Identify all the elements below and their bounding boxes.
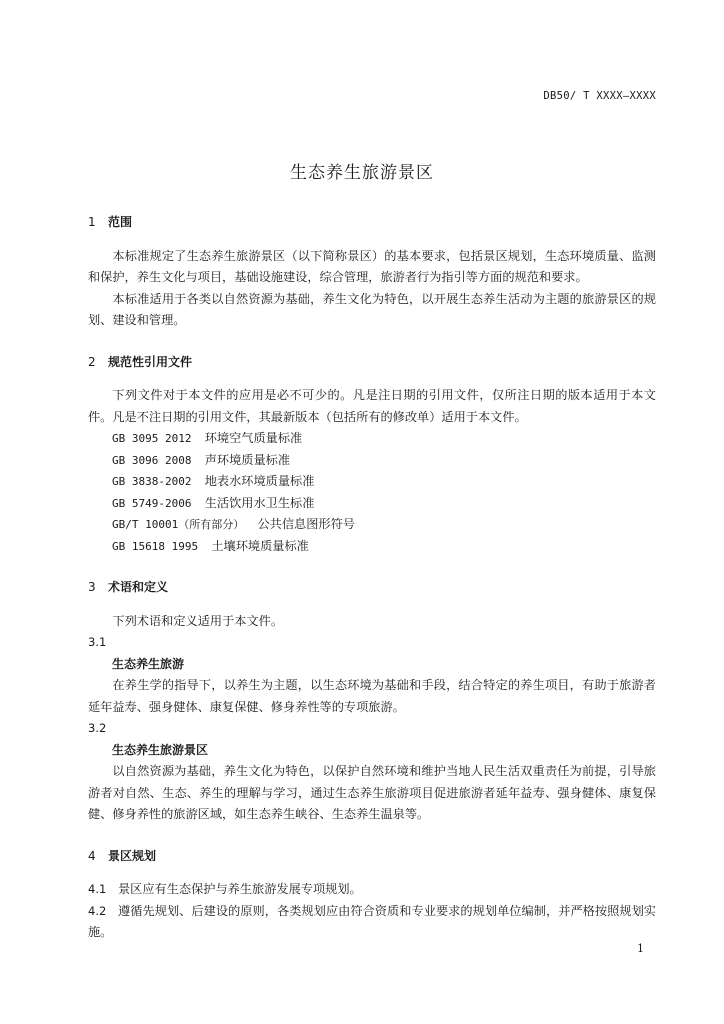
reference-code: GB/T 10001（所有部分） [112, 518, 245, 531]
reference-item [88, 471, 656, 493]
section-number: 2 [88, 354, 96, 369]
reference-code: GB 5749-2006 [112, 496, 192, 510]
reference-code: GB 3838-2002 [112, 475, 192, 488]
paragraph: 下列文件对于本文件的应用是必不可少的。凡是注日期的引用文件，仅所注日期的版本适用于本文件。凡是不注日期的引用文件，其最新版本（包括所有的修改单）适用于本文件。 [88, 388, 656, 424]
document-code: DB50/ T XXXX—XXXX [543, 90, 656, 102]
clause-item [88, 879, 656, 901]
clause-number: 4.1 [88, 882, 107, 896]
term-definition: 以自然资源为基础，养生文化为特色，以保护自然环境和维护当地人民生活双重责任为前提，引导旅游者对自然、生态、养生的理解与学习，通过生态养生旅游项目促进旅游者延年益寿、强身健体、康复保健、修身养性的旅游区域，如生态养生峡谷、生态养生温泉等。 [88, 764, 656, 821]
clause-list [88, 879, 656, 944]
reference-item [88, 450, 656, 472]
section-number: 4 [88, 848, 96, 863]
clause-text: 景区应有生态保护与养生旅游发展专项规划。 [118, 882, 362, 896]
section-heading-scope [88, 212, 656, 234]
term-list [88, 632, 656, 826]
section-number: 3 [88, 580, 96, 594]
term-definition: 在养生学的指导下，以养生为主题，以生态环境为基础和手段，结合特定的养生项目，有助于旅游者延年益寿、强身健体、康复保健、修身养性等的专项旅游。 [88, 678, 656, 714]
clause-item [88, 901, 656, 944]
reference-item [88, 536, 656, 558]
reference-title: 地表水环境质量标准 [204, 474, 315, 488]
document-body [88, 212, 656, 944]
reference-title: 土壤环境质量标准 [211, 538, 309, 553]
section-title: 范围 [108, 215, 133, 229]
clause-number: 4.2 [88, 903, 107, 918]
term-number: 3.1 [88, 635, 107, 649]
section-heading-normative-references [88, 352, 656, 374]
reference-item [88, 428, 656, 450]
section-title: 规范性引用文件 [108, 354, 193, 369]
section-title: 术语和定义 [108, 580, 169, 594]
paragraph: 下列术语和定义适用于本文件。 [112, 613, 284, 628]
section-heading-planning [88, 846, 656, 868]
reference-title: 声环境质量标准 [204, 452, 291, 467]
reference-code: GB 3095 2012 [112, 432, 192, 445]
section-title: 景区规划 [108, 848, 157, 863]
reference-code: GB 3096 2008 [112, 453, 192, 467]
reference-title: 环境空气质量标准 [204, 431, 303, 445]
term-name: 生态养生旅游景区 [112, 742, 209, 757]
reference-title: 公共信息图形符号 [257, 517, 355, 531]
page-number: 1 [637, 942, 644, 955]
section-number: 1 [88, 215, 96, 229]
term-number: 3.2 [88, 721, 107, 735]
section-heading-terms [88, 577, 656, 599]
page-title: 生态养生旅游景区 [290, 163, 434, 183]
reference-item [88, 514, 656, 536]
paragraph: 本标准规定了生态养生旅游景区（以下简称景区）的基本要求，包括景区规划，生态环境质量、监测和保护，养生文化与项目，基础设施建设，综合管理，旅游者行为指引等方面的规范和要求。 [88, 248, 656, 284]
reference-title: 生活饮用水卫生标准 [204, 495, 315, 510]
reference-code: GB 15618 1995 [112, 539, 199, 553]
reference-item [88, 493, 656, 515]
clause-text: 遵循先规划、后建设的原则，各类规划应由符合资质和专业要求的规划单位编制，并严格按照规划实施。 [88, 903, 656, 939]
reference-list [88, 428, 656, 557]
paragraph: 本标准适用于各类以自然资源为基础，养生文化为特色，以开展生态养生活动为主题的旅游景区的规划、建设和管理。 [88, 291, 656, 327]
term-name: 生态养生旅游 [112, 656, 185, 671]
